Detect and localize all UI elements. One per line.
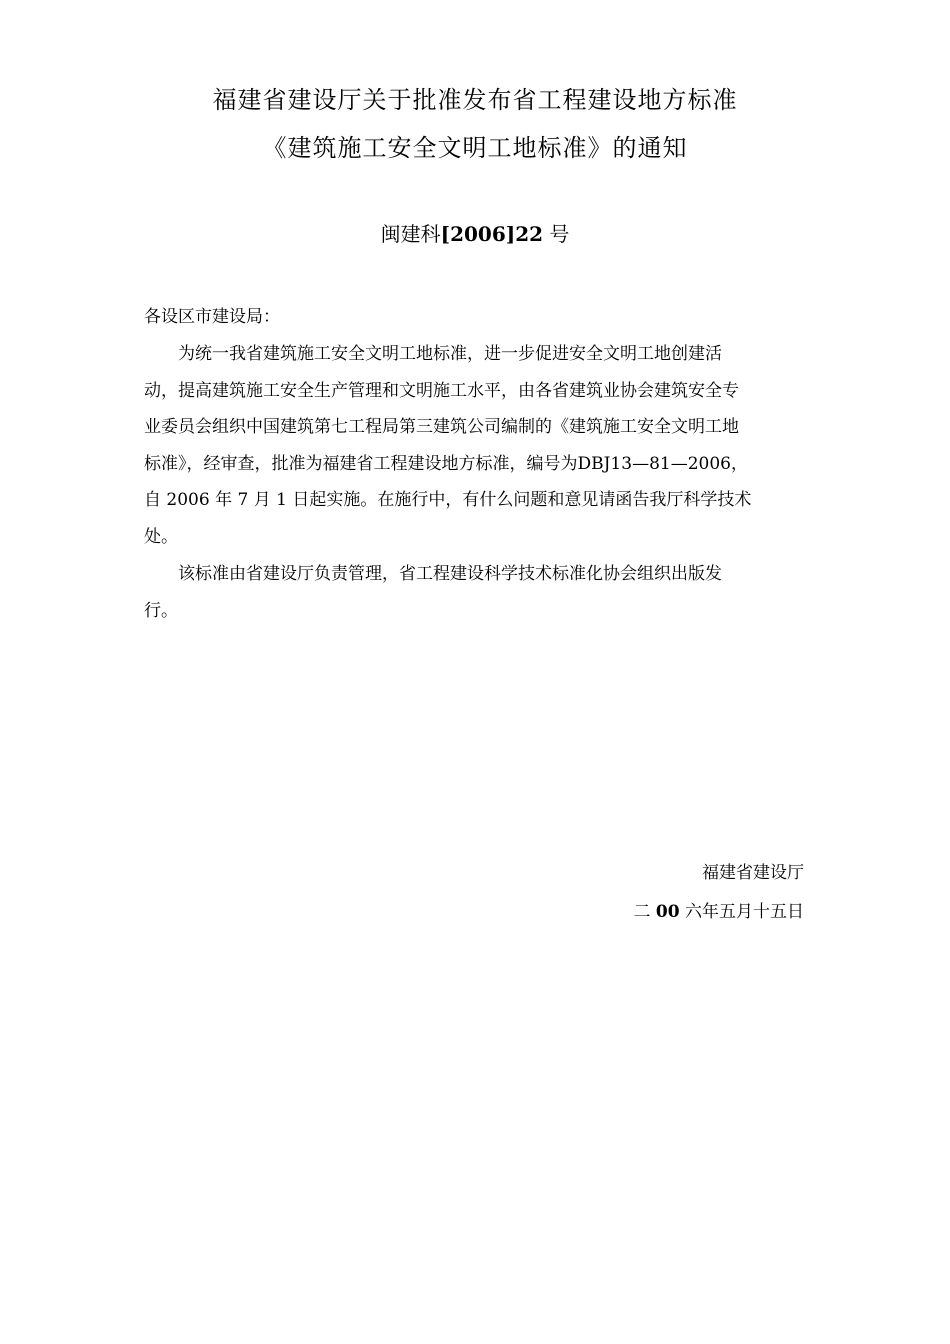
signature-date [634, 897, 804, 922]
paragraph-1-line: 业委员会组织中国建筑第七工程局第三建筑公司编制的《建筑施工安全文明工地 [144, 417, 739, 437]
title-line-2: 《建筑施工安全文明工地标准》的通知 [262, 134, 688, 162]
paragraph-1-line: 自 2006 年 7 月 1 日起实施。在施行中，有什么问题和意见请函告我厅科学技术 [144, 490, 752, 510]
paragraph-2 [144, 556, 824, 629]
signature-date-suffix: 六年五月十五日 [679, 902, 804, 922]
paragraph-1-line: 为统一我省建筑施工安全文明工地标准，进一步促进安全文明工地创建活 [178, 344, 722, 364]
paragraph-1-line: 动，提高建筑施工安全生产管理和文明施工水平，由各省建筑业协会建筑安全专 [144, 380, 739, 401]
document-number-value: [2006]22 [440, 222, 544, 246]
title-line-1: 福建省建设厅关于批准发布省工程建设地方标准 [212, 86, 738, 114]
paragraph-2-line: 该标准由省建设厅负责管理，省工程建设科学技术标准化协会组织出版发 [178, 564, 722, 584]
paragraph-1 [144, 336, 824, 555]
paragraph-2-line: 行。 [144, 600, 178, 621]
document-number [0, 218, 950, 247]
document-number-suffix: 号 [543, 222, 570, 246]
paragraph-1-line: 标准》，经审查，批准为福建省工程建设地方标准，编号为DBJ13—81—2006， [144, 453, 748, 474]
document-number-prefix: 闽建科 [380, 222, 441, 246]
addressee: 各设区市建设局： [144, 307, 280, 327]
paragraph-1-line: 处。 [144, 526, 178, 547]
signature-date-bold: 00 [655, 902, 680, 922]
signature-date-prefix: 二 [633, 902, 656, 922]
signature-organization: 福建省建设厅 [702, 863, 804, 883]
